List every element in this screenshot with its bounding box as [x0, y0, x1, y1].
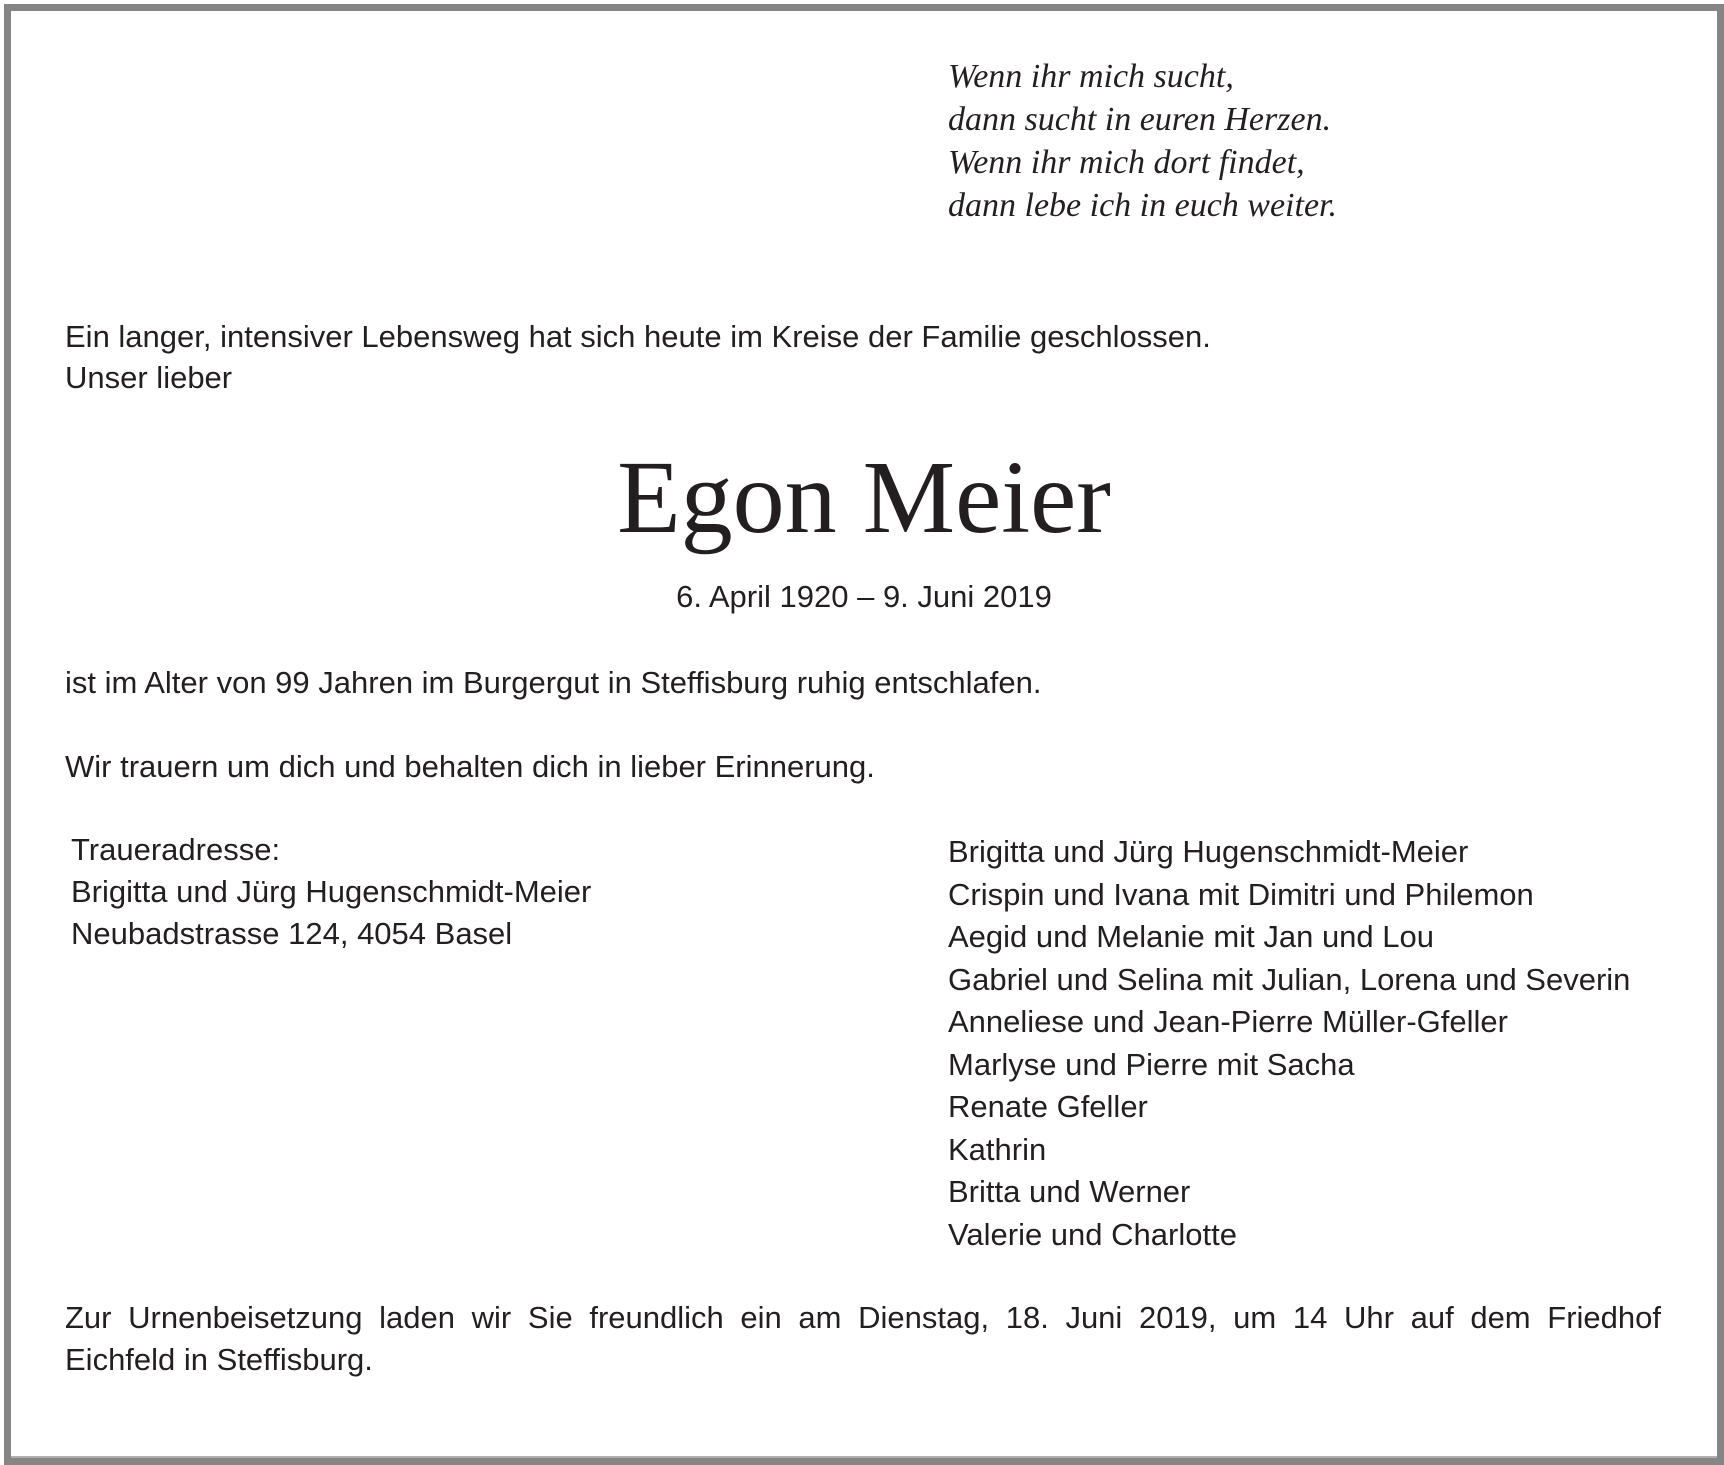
burial-line-2: Eichfeld in Steffisburg.	[65, 1342, 373, 1377]
family-member: Crispin und Ivana mit Dimitri und Philemon	[948, 876, 1534, 912]
family-member: Valerie und Charlotte	[948, 1216, 1237, 1252]
family-member: Kathrin	[948, 1131, 1047, 1167]
family-member: Aegid und Melanie mit Jan und Lou	[948, 919, 1434, 954]
poem-line: Wenn ihr mich dort findet,	[948, 144, 1305, 181]
poem-line: dann lebe ich in euch weiter.	[948, 187, 1338, 224]
family-member: Marlyse und Pierre mit Sacha	[948, 1046, 1355, 1082]
family-list	[948, 831, 1630, 1256]
life-dates: 6. April 1920 – 9. Juni 2019	[676, 579, 1052, 614]
family-member: Renate Gfeller	[948, 1089, 1148, 1124]
deceased-name: Egon Meier	[617, 440, 1111, 555]
age-statement: ist im Alter von 99 Jahren im Burgergut in Steffisburg ruhig entschlafen.	[65, 665, 1042, 700]
burial-line-1: Zur Urnenbeisetzung laden wir Sie freundlich ein am Dienstag, 18. Juni 2019, um 14 Uhr auf dem Friedhof	[65, 1300, 1661, 1335]
address-name: Brigitta und Jürg Hugenschmidt-Meier	[71, 874, 592, 909]
poem-line: dann sucht in euren Herzen.	[948, 101, 1332, 138]
burial-notice	[65, 1297, 1661, 1381]
family-member: Britta und Werner	[948, 1174, 1191, 1209]
grief-statement: Wir trauern um dich und behalten dich in lieber Erinnerung.	[65, 749, 875, 784]
family-member: Anneliese und Jean-Pierre Müller-Gfeller	[948, 1004, 1508, 1039]
poem	[948, 55, 1337, 227]
address-street: Neubadstrasse 124, 4054 Basel	[71, 916, 513, 951]
intro-line-1: Ein langer, intensiver Lebensweg hat sich heute im Kreise der Familie geschlossen.	[65, 319, 1211, 354]
intro-text	[65, 316, 1211, 398]
poem-line: Wenn ihr mich sucht,	[948, 58, 1234, 95]
address-label: Traueradresse:	[71, 832, 281, 867]
mourning-address	[71, 829, 591, 955]
obituary-frame	[4, 4, 1724, 1465]
family-member: Brigitta und Jürg Hugenschmidt-Meier	[948, 834, 1469, 869]
intro-line-2: Unser lieber	[65, 360, 233, 395]
family-member: Gabriel und Selina mit Julian, Lorena und Severin	[948, 961, 1631, 997]
